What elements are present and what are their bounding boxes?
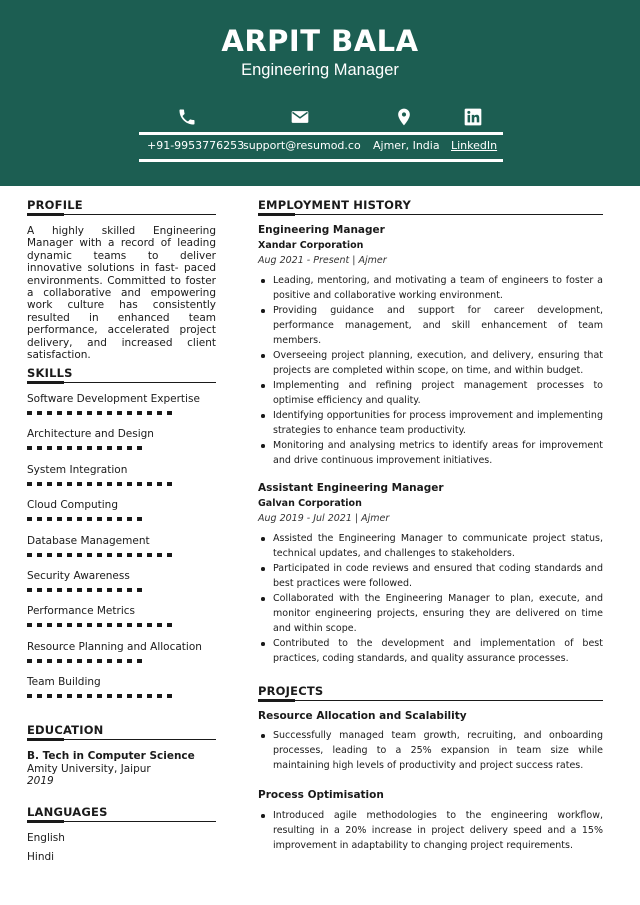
contact-rule-top (139, 132, 503, 135)
skill-level-bar (27, 517, 143, 521)
project-bullet: Introduced agile methodologies to the engineering workflow, resulting in a 20% increase in project delivery speed and a 15% improvement in adaptability to changing project requirements. (258, 808, 603, 853)
job-bullet: Monitoring and analysing metrics to identify areas for improvement and drive continuous improvement initiatives. (258, 438, 603, 468)
skill-level-bar (27, 411, 172, 415)
projects-accent (258, 699, 295, 702)
job-bullet: Identifying opportunities for process improvement and implementing strategies to enhance team productivity. (258, 408, 603, 438)
job-title: Assistant Engineering Manager (258, 482, 444, 494)
contact-rule-bottom (139, 159, 503, 162)
skill-name: Cloud Computing (27, 499, 118, 511)
employment-divider (258, 214, 603, 215)
location-text: Ajmer, India (373, 139, 440, 152)
education-school: Amity University, Jaipur (27, 763, 151, 775)
skill-level-bar (27, 446, 143, 450)
profile-accent (27, 213, 64, 216)
job-title: Engineering Manager (258, 224, 385, 236)
job-bullet-list (258, 531, 603, 666)
project-bullet-list (258, 728, 603, 773)
skill-name: Architecture and Design (27, 428, 154, 440)
project-bullet-list (258, 808, 603, 853)
job-company: Galvan Corporation (258, 498, 362, 509)
education-heading: EDUCATION (27, 723, 104, 737)
skill-name: Team Building (27, 676, 101, 688)
profile-text: A highly skilled Engineering Manager with a record of leading dynamic teams to deliver innovative solutions in fast- paced environments. Committed to foster a collaborative and empowering work culture has consistently resulted in enhanced team performance, accelerated project delivery, and increased client satisfaction. (27, 225, 216, 362)
project-title: Resource Allocation and Scalability (258, 710, 467, 722)
job-dates: Aug 2021 - Present | Ajmer (258, 255, 387, 266)
job-company: Xandar Corporation (258, 240, 364, 251)
job-bullet: Assisted the Engineering Manager to communicate project status, technical updates, and challenges to stakeholders. (258, 531, 603, 561)
envelope-icon (290, 107, 310, 127)
job-dates: Aug 2019 - Jul 2021 | Ajmer (258, 513, 390, 524)
skill-level-bar (27, 553, 172, 557)
skill-level-bar (27, 659, 143, 663)
employment-heading: EMPLOYMENT HISTORY (258, 198, 412, 212)
skills-accent (27, 381, 64, 384)
job-bullet: Implementing and refining project management processes to optimise efficiency and quality. (258, 378, 603, 408)
languages-accent (27, 820, 64, 823)
candidate-name: ARPIT BALA (221, 24, 419, 58)
projects-divider (258, 700, 603, 701)
language-item: English (27, 832, 65, 844)
job-bullet-list (258, 273, 603, 468)
skill-name: Resource Planning and Allocation (27, 641, 202, 653)
skill-level-bar (27, 588, 143, 592)
linkedin-link[interactable]: LinkedIn (451, 139, 498, 152)
phone-icon (177, 107, 197, 127)
languages-heading: LANGUAGES (27, 805, 108, 819)
header-banner (0, 0, 640, 186)
linkedin-icon[interactable] (463, 107, 483, 127)
employment-accent (258, 213, 295, 216)
project-bullet: Successfully managed team growth, recruiting, and onboarding processes, leading to a 25% expansion in team size while maintaining high levels of productivity and project success rates. (258, 728, 603, 773)
education-degree: B. Tech in Computer Science (27, 750, 195, 762)
email-address[interactable]: support@resumod.co (243, 139, 361, 152)
profile-heading: PROFILE (27, 198, 83, 212)
skill-name: Database Management (27, 535, 150, 547)
projects-heading: PROJECTS (258, 684, 324, 698)
skill-level-bar (27, 694, 172, 698)
map-pin-icon (394, 107, 414, 127)
skill-name: Security Awareness (27, 570, 130, 582)
candidate-title: Engineering Manager (241, 61, 399, 79)
job-bullet: Providing guidance and support for career development, performance management, and skill enhancement of team members. (258, 303, 603, 348)
skill-level-bar (27, 482, 172, 486)
job-bullet: Overseeing project planning, execution, and delivery, ensuring that projects are completed within scope, on time, and within budget. (258, 348, 603, 378)
skill-name: System Integration (27, 464, 128, 476)
skill-name: Software Development Expertise (27, 393, 200, 405)
education-accent (27, 738, 64, 741)
job-bullet: Leading, mentoring, and motivating a team of engineers to foster a positive and collaborative working environment. (258, 273, 603, 303)
job-bullet: Collaborated with the Engineering Manager to plan, execute, and monitor engineering projects, ensuring they are delivered on time and within scope. (258, 591, 603, 636)
language-item: Hindi (27, 851, 55, 863)
education-year: 2019 (27, 775, 54, 787)
job-bullet: Participated in code reviews and ensured that coding standards and best practices were followed. (258, 561, 603, 591)
skill-name: Performance Metrics (27, 605, 135, 617)
project-title: Process Optimisation (258, 789, 384, 801)
job-bullet: Contributed to the development and implementation of best practices, coding standards, and quality assurance processes. (258, 636, 603, 666)
skill-level-bar (27, 623, 172, 627)
skills-heading: SKILLS (27, 366, 73, 380)
phone-number[interactable]: +91-9953776253 (147, 139, 245, 152)
